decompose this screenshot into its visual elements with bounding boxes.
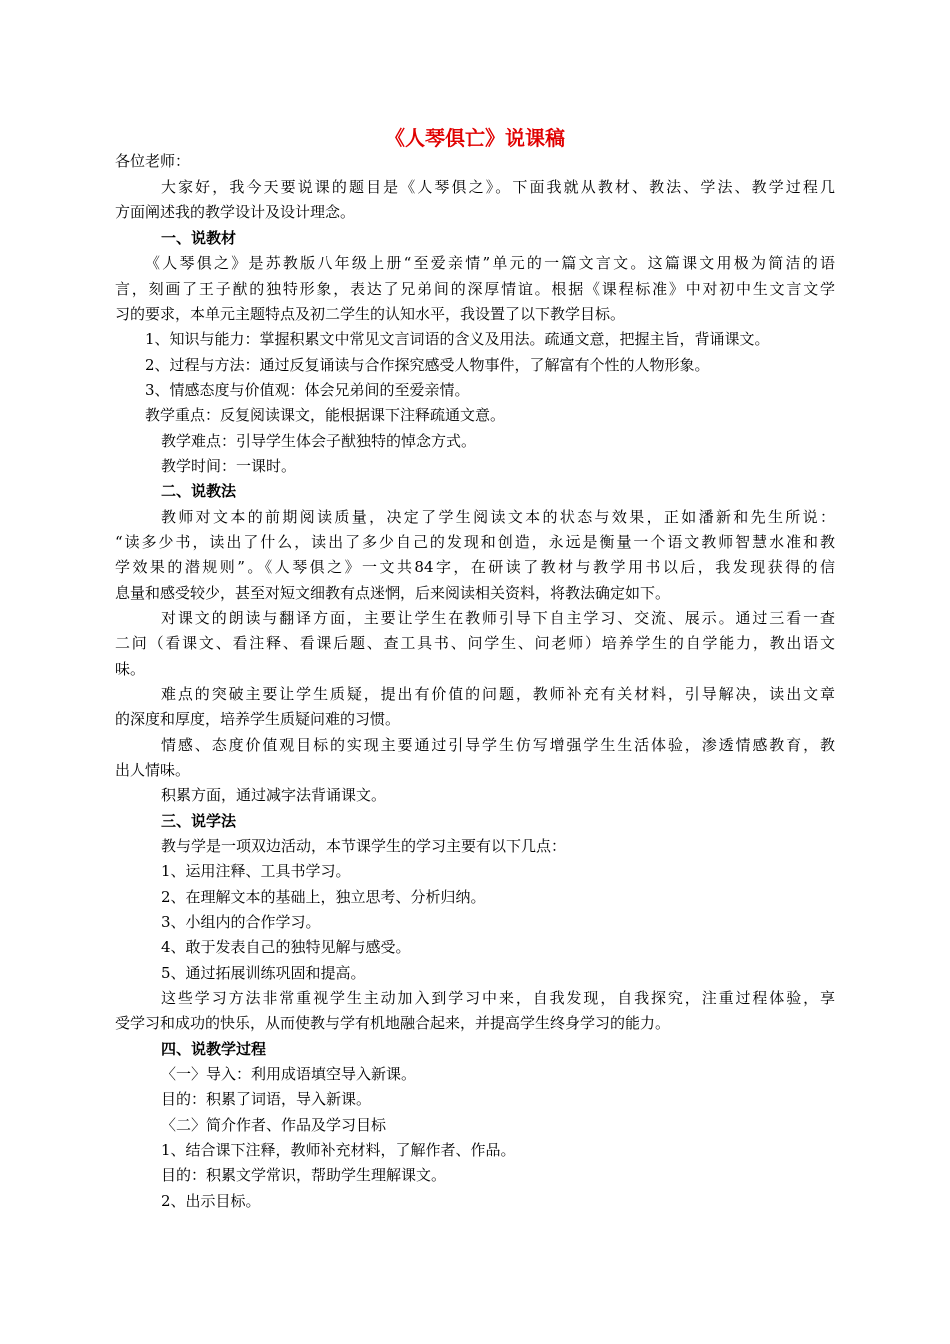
list-item: 2、在理解文本的基础上，独立思考、分析归纳。 xyxy=(161,888,486,906)
paragraph-line: 受学习和成功的快乐，从而使教与学有机地融合起来，并提高学生终身学习的能力。 xyxy=(115,1014,671,1032)
paragraph-line: “读多少书，读出了什么，读出了多少自己的发现和创造，永远是衡量一个语文教师智慧水准和教 xyxy=(115,533,835,551)
paragraph-line: 难点的突破主要让学生质疑，提出有价值的问题，教师补充有关材料，引导解决，读出文章 xyxy=(161,685,835,703)
section-heading-process: 四、说教学过程 xyxy=(161,1040,267,1058)
paragraph-line: 息量和感受较少，甚至对短文细教有点迷惘，后来阅读相关资料，将教法确定如下。 xyxy=(115,584,671,602)
paragraph-line: 情感、态度价值观目标的实现主要通过引导学生仿写增强学生生活体验，渗透情感教育，教 xyxy=(161,736,835,754)
paragraph-line: 味。 xyxy=(115,660,146,678)
goal-item: 1、知识与能力：掌握积累文中常见文言词语的含义及用法。疏通文意，把握主旨，背诵课文。 xyxy=(145,330,770,348)
teaching-key-point: 教学重点：反复阅读课文，能根据课下注释疏通文意。 xyxy=(145,406,506,424)
process-line: 目的：积累了词语，导入新课。 xyxy=(161,1090,372,1108)
paragraph-line: 《人琴俱之》是苏教版八年级上册“至爱亲情”单元的一篇文言文。这篇课文用极为简洁的语 xyxy=(145,254,835,272)
paragraph-line: 这些学习方法非常重视学生主动加入到学习中来，自我发现，自我探究，注重过程体验，享 xyxy=(161,989,835,1007)
paragraph-line: 对课文的朗读与翻译方面，主要让学生在教师引导下自主学习、交流、展示。通过三看一查 xyxy=(161,609,835,627)
process-line: 〈一〉导入：利用成语填空导入新课。 xyxy=(161,1065,417,1083)
goal-item: 3、情感态度与价值观：体会兄弟间的至爱亲情。 xyxy=(145,381,470,399)
list-item: 3、小组内的合作学习。 xyxy=(161,913,321,931)
paragraph-line: 的深度和厚度，培养学生质疑问难的习惯。 xyxy=(115,710,401,728)
list-item: 5、通过拓展训练巩固和提高。 xyxy=(161,964,366,982)
section-heading-method: 二、说教法 xyxy=(161,482,237,500)
document-title: 《人琴俱亡》说课稿 xyxy=(385,126,565,150)
paragraph-line: 出人情味。 xyxy=(115,761,191,779)
intro-line: 方面阐述我的教学设计及设计理念。 xyxy=(115,203,356,221)
process-line: 2、出示目标。 xyxy=(161,1192,261,1210)
list-item: 1、运用注释、工具书学习。 xyxy=(161,862,351,880)
paragraph-line: 学效果的潜规则”。《人琴俱之》一文共84字，在研读了教材与教学用书以后，我发现获得的信 xyxy=(115,558,835,576)
goal-item: 2、过程与方法：通过反复诵读与合作探究感受人物事件，了解富有个性的人物形象。 xyxy=(145,356,710,374)
paragraph-line: 二问（看课文、看注释、看课后题、查工具书、问学生、问老师）培养学生的自学能力，教出语文 xyxy=(115,634,835,652)
paragraph-line: 教师对文本的前期阅读质量，决定了学生阅读文本的状态与效果，正如潘新和先生所说： xyxy=(161,508,835,526)
section-heading-study: 三、说学法 xyxy=(161,812,237,830)
section-heading-textbook: 一、说教材 xyxy=(161,229,237,247)
paragraph-line: 教与学是一项双边活动，本节课学生的学习主要有以下几点： xyxy=(161,837,567,855)
greeting: 各位老师： xyxy=(115,152,191,170)
paragraph-line: 言，刻画了王子猷的独特形象，表达了兄弟间的深厚情谊。根据《课程标准》中对初中生文言文学 xyxy=(115,280,835,298)
teaching-difficulty: 教学难点：引导学生体会子猷独特的悼念方式。 xyxy=(161,432,477,450)
paragraph-line: 积累方面，通过减字法背诵课文。 xyxy=(161,786,387,804)
process-line: 〈二〉简介作者、作品及学习目标 xyxy=(161,1116,387,1134)
teaching-time: 教学时间：一课时。 xyxy=(161,457,297,475)
intro-line: 大家好，我今天要说课的题目是《人琴俱之》。下面我就从教材、教法、学法、教学过程几 xyxy=(161,178,835,196)
process-line: 1、结合课下注释，教师补充材料，了解作者、作品。 xyxy=(161,1141,516,1159)
list-item: 4、敢于发表自己的独特见解与感受。 xyxy=(161,938,411,956)
paragraph-line: 习的要求，本单元主题特点及初二学生的认知水平，我设置了以下教学目标。 xyxy=(115,305,626,323)
process-line: 目的：积累文学常识，帮助学生理解课文。 xyxy=(161,1166,447,1184)
